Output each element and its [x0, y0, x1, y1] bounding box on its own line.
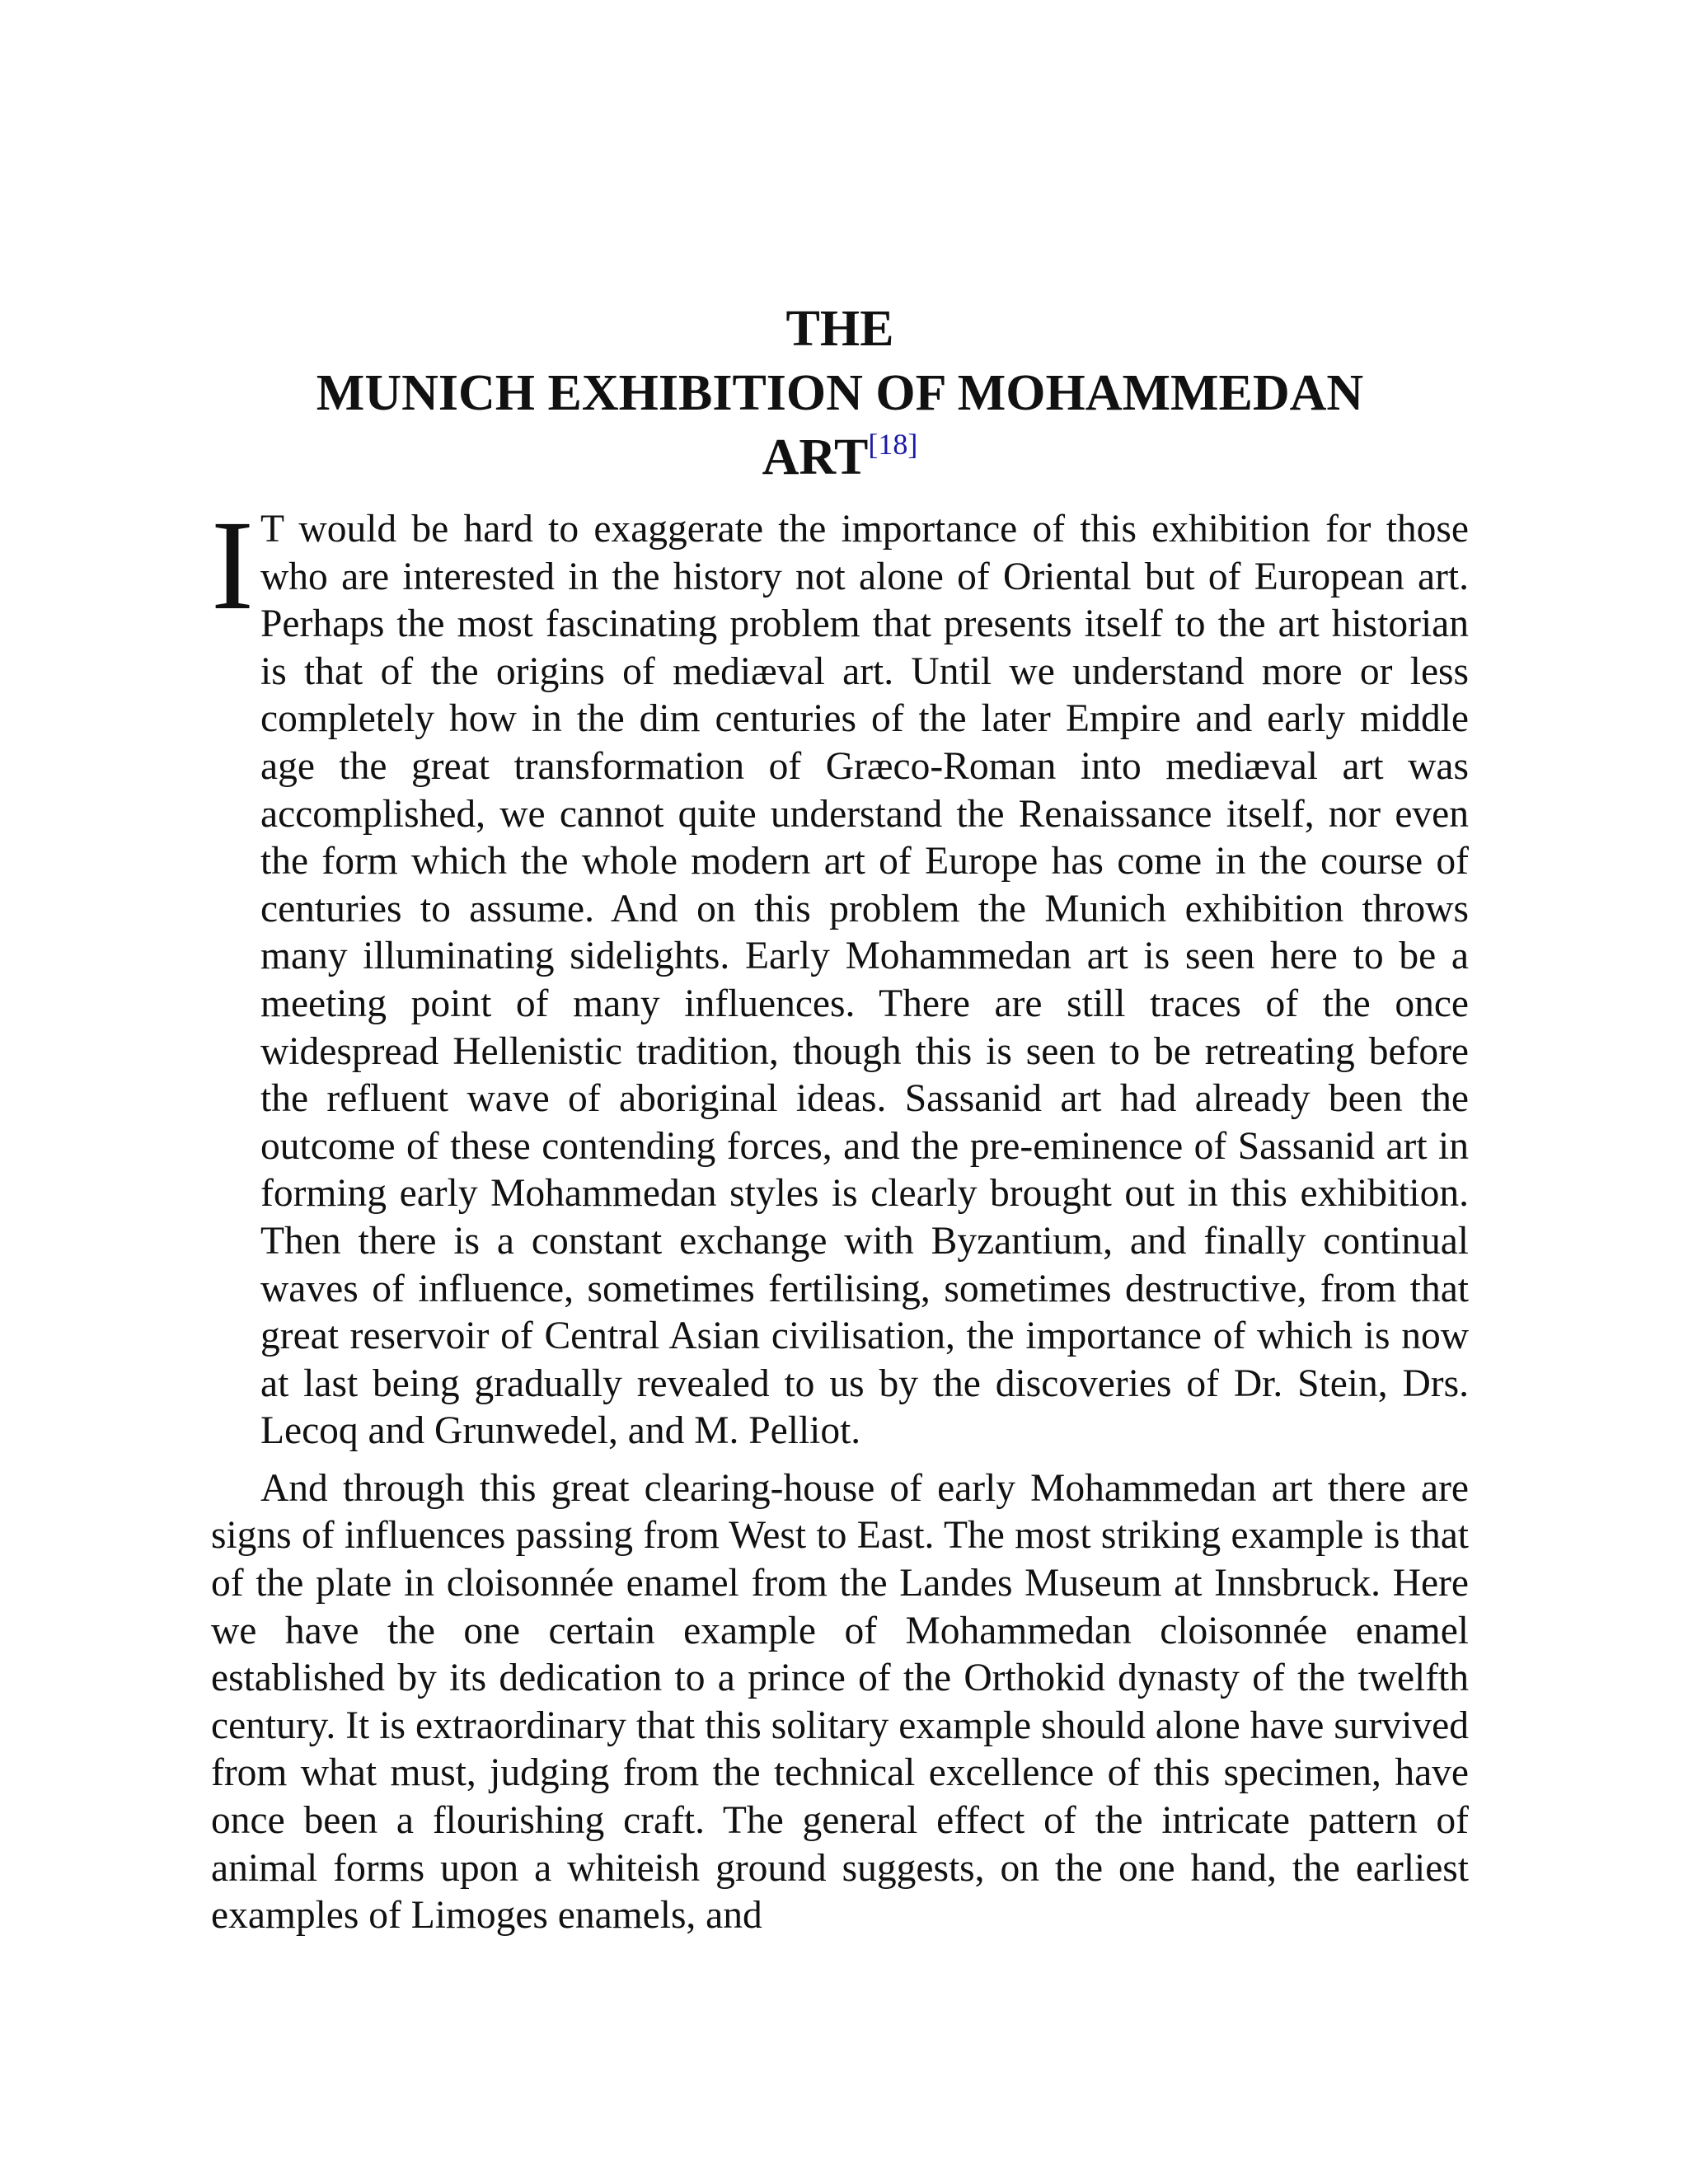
title-line-3-text: ART: [762, 429, 869, 485]
paragraph-2: And through this great clearing-house of early Mohammedan art there are signs of influences passing from West to East. The most striking example is that of the plate in cloisonnée enamel from the Landes Museum at Innsbruck. Here we have the one certain example of Mohammedan cloisonnée enamel established by its dedication to a prince of the Orthokid dynasty of the twelfth century. It is extraordinary that this solitary example should alone have survived from what must, judging from the technical excellence of this specimen, have once been a flourishing craft. The general effect of the intricate pattern of animal forms upon a whiteish ground suggests, on the one hand, the earliest examples of Limoges enamels, and: [211, 1466, 1469, 1938]
title-line-2: MUNICH EXHIBITION OF MOHAMMEDAN: [316, 365, 1364, 421]
chapter-title: [211, 297, 1469, 490]
drop-cap: I: [211, 494, 254, 636]
paragraph-1: [211, 494, 1469, 1455]
title-line-1: THE: [785, 301, 894, 357]
paragraph-1-text: T would be hard to exaggerate the importance of this exhibition for those who are interested in the history not alone of Oriental but of European art. Perhaps the most fascinating problem that presents itself to the art historian is that of the origins of mediæval art. Until we understand more or less completely how in the dim centuries of the later Empire and early middle age the great transformation of Græco-Roman into mediæval art was accomplished, we cannot quite understand the Renaissance itself, nor even the form which the whole modern art of Europe has come in the course of centuries to assume. And on this problem the Munich exhibition throws many illuminating sidelights. Early Mohammedan art is seen here to be a meeting point of many influences. There are still traces of the once widespread Hellenistic tradition, though this is seen to be retreating before the refluent wave of aboriginal ideas. Sassanid art had already been the outcome of these contending forces, and the pre-eminence of Sassanid art in forming early Mohammedan styles is clearly brought out in this exhibition. Then there is a constant exchange with Byzantium, and finally continual waves of influence, sometimes fertilising, sometimes destructive, from that great reservoir of Central Asian civilisation, the importance of which is now at last being gradually revealed to us by the discoveries of Dr. Stein, Drs. Lecoq and Grunwedel, and M. Pelliot.: [260, 508, 1469, 1453]
body-text: [211, 494, 1469, 1940]
document-page: [211, 297, 1469, 1940]
title-line-3: [211, 425, 1469, 490]
footnote-link-18[interactable]: [18]: [868, 428, 918, 461]
